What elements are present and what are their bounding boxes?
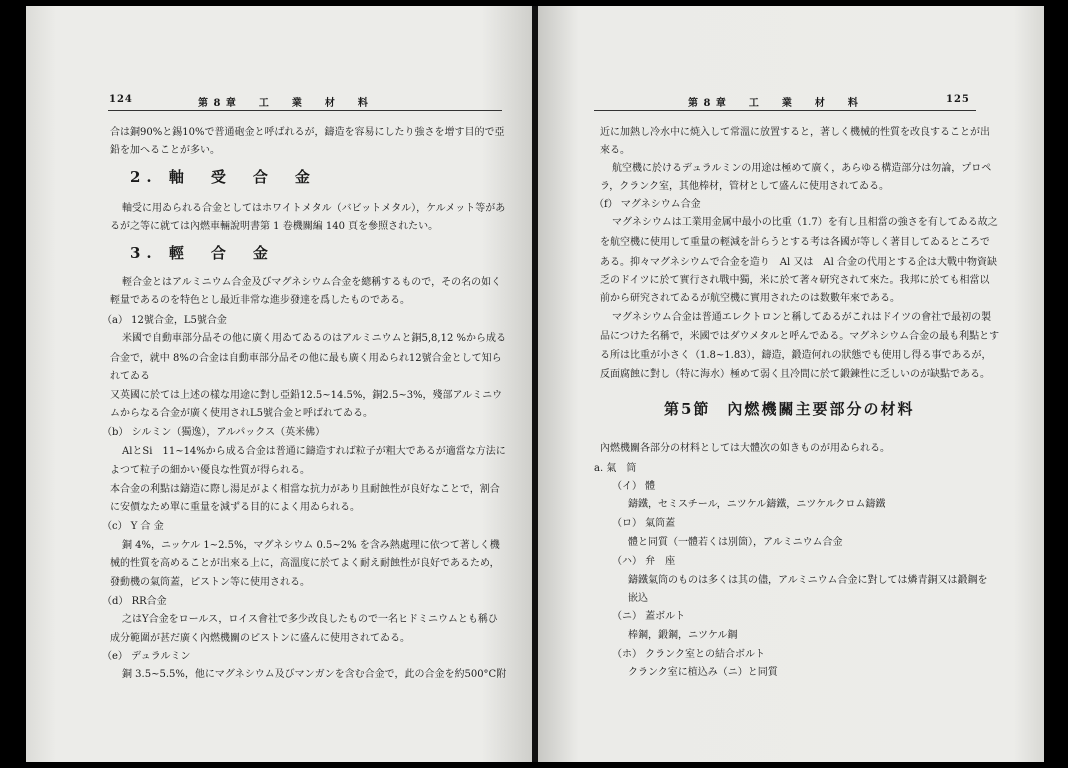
text-line: 軸受に用ゐられる合金としてはホワイトメタル（バビットメタル），ケルメット等があ xyxy=(122,203,506,214)
text-line: に安價なため單に重量を減ずる目的によく用ゐられる。 xyxy=(110,502,360,513)
text-line: 來る。 xyxy=(600,145,630,156)
list-item-label: （ホ） クランク室との結合ボルト xyxy=(612,649,765,660)
list-heading: a. 氣 筒 xyxy=(594,463,637,474)
text-line: 合金で，就中 8%の合金は自動車部分品その他に最も廣く用ゐられ12號合金として知ら xyxy=(110,353,502,364)
right-running-header: 第 8 章 工 業 材 料 xyxy=(688,98,859,109)
right-page-number: 125 xyxy=(946,94,970,105)
text-line: 輕量であるのを特色とし最近非常な進步發達を爲したものである。 xyxy=(110,295,410,306)
list-item-label: （ハ） 弁 座 xyxy=(612,556,676,567)
text-line: 米國で自動車部分品その他に廣く用ゐてゐるのはアルミニウムと銅5,8,12 %から成る xyxy=(122,333,506,344)
text-line: を航空機に使用して重量の輕減を計らうとする考は各國が等しく著目してゐるところで xyxy=(600,237,990,248)
text-line: よつて粒子の細かい優良な性質が得られる。 xyxy=(110,465,310,476)
list-item-text: 嵌込 xyxy=(628,593,648,604)
text-line: 輕合金とはアルミニウム合金及びマグネシウム合金を總稱するもので，その名の如く xyxy=(122,277,502,288)
left-page-number: 124 xyxy=(109,94,133,105)
text-line: 銅 3.5~5.5%，他にマグネシウム及びマンガンを含む合金で，此の合金を約500°C附 xyxy=(122,669,507,680)
subsection-heading: （a） 12號合金，L5號合金 xyxy=(102,315,227,326)
section-heading: 2. 軸 受 合 金 xyxy=(130,168,316,186)
text-line: 乏のドイツに於て實行され戰中獨，米に於て著々研究されて來た。我邦に於ても相當以 xyxy=(600,275,990,286)
text-line: AlとSi 11~14%から成る合金は普通に鑄造すれば粒子が粗大であるが適當な方法に xyxy=(122,446,506,457)
text-line: 航空機に於けるデュラルミンの用途は極めて廣く，あらゆる構造部分は勿論，プロペ xyxy=(612,163,992,174)
list-item-text: 體と同質（一體若くは別箇），アルミニウム合金 xyxy=(628,537,843,548)
left-page xyxy=(26,6,532,762)
text-line: 發動機の氣筒蓋，ピストン等に使用される。 xyxy=(110,577,310,588)
list-item-text: 鑄鐵氣筒のものは多くは其の儘，アルミニウム合金に對しては燐青銅又は鍛鋼を xyxy=(628,575,988,586)
text-line: ある。抑々マグネシウムで合金を造り Al 又は Al 合金の代用とする企は大戰中物資缺 xyxy=(600,257,997,268)
left-header-rule xyxy=(108,110,502,111)
subsection-heading: （c） Y 合 金 xyxy=(102,521,164,532)
text-line: 品につけた名稱で，米國ではダウメタルと呼んでゐる。マグネシウム合金の最も利點とす xyxy=(600,331,1000,342)
text-line: るが之等に就ては內燃車輛說明書第 1 卷機關編 140 頁を參照されたい。 xyxy=(110,221,439,232)
text-line: 之はY合金をロールス，ロイス會社で多少改良したもので一名ヒドミニウムとも稱ひ xyxy=(122,614,498,625)
text-line: 本合金の利點は鑄造に際し湯足がよく相當な抗力があり且耐蝕性が良好なことで，割合 xyxy=(110,484,500,495)
list-item-text: クランク室に植込み（ニ）と同質 xyxy=(628,667,778,678)
chapter-section-title: 第5節 內燃機關主要部分の材料 xyxy=(664,400,915,418)
text-line: 反面腐蝕に對し（特に海水）極めて弱く且冷間に於て鍛鍊性に乏しいのが缺點である。 xyxy=(600,369,990,380)
list-item-label: （ニ） 蓋ボルト xyxy=(612,611,686,622)
section-heading: 3. 輕 合 金 xyxy=(130,244,274,262)
subsection-heading: （e） デュラルミン xyxy=(102,651,191,662)
left-running-header: 第 8 章 工 業 材 料 xyxy=(198,98,369,109)
text-line: 械的性質を高めることが出來る上に，高溫度に於てよく耐え耐蝕性が良好であるため， xyxy=(110,558,500,569)
text-line: 前から研究されてゐるが航空機に實用されたのは数數年來である。 xyxy=(600,293,900,304)
right-header-rule xyxy=(594,110,976,111)
text-line: 合は銅90%と錫10%で普通砲金と呼ばれるが，鑄造を容易にしたり強さを增す目的で亞 xyxy=(110,127,505,138)
text-line: マグネシウムは工業用金属中最小の比重（1.7）を有し且相當の強さを有してゐる故之 xyxy=(612,217,998,228)
subsection-heading: （d） RR合金 xyxy=(102,596,167,607)
text-line: 又英國に於ては上述の樣な用途に對し亞鉛12.5~14.5%，銅2.5~3%，殘部アルミニウ xyxy=(110,390,503,401)
text-line: マグネシウム合金は普通エレクトロンと稱してゐるがこれはドイツの會社で最初の製 xyxy=(612,312,992,323)
list-item-text: 棒鋼，鍛鋼，ニツケル鋼 xyxy=(628,630,738,641)
list-item-label: （ロ） 氣筒蓋 xyxy=(612,518,676,529)
text-line: れてゐる xyxy=(110,371,150,382)
text-line: ラ，クランク室，其他棒材，管材として盛んに使用されてゐる。 xyxy=(600,181,889,192)
text-line: る所は比重が小さく（1.8~1.83），鑄造，鍛造何れの狀態でも使用し得る事であるが， xyxy=(600,350,992,361)
text-line: 鉛を加へることが多い。 xyxy=(110,145,220,156)
text-line: 內燃機關各部分の材料としては大體次の如きものが用ゐられる。 xyxy=(600,443,890,454)
text-line: 成分範圍が甚だ廣く內燃機關のピストンに盛んに使用されてゐる。 xyxy=(110,633,410,644)
text-line: ムからなる合金が廣く使用されL5號合金と呼ばれてゐる。 xyxy=(110,408,374,419)
list-item-label: （イ） 體 xyxy=(612,481,656,492)
right-page xyxy=(538,6,1044,762)
text-line: 近に加熱し冷水中に焼入して常溫に放置すると，著しく機械的性質を改良することが出 xyxy=(600,127,990,138)
text-line: 銅 4%，ニッケル 1~2.5%，マグネシウム 0.5~2% を含み熱處理に依つて著しく機 xyxy=(122,540,500,551)
subsection-heading: （b） シルミン（獨逸），アルパックス（英米佛） xyxy=(102,427,326,438)
list-item-text: 鑄鐵，セミスチール，ニツケル鑄鐵，ニツケルクロム鑄鐵 xyxy=(628,499,886,510)
subsection-heading: （f） マグネシウム合金 xyxy=(594,199,701,210)
